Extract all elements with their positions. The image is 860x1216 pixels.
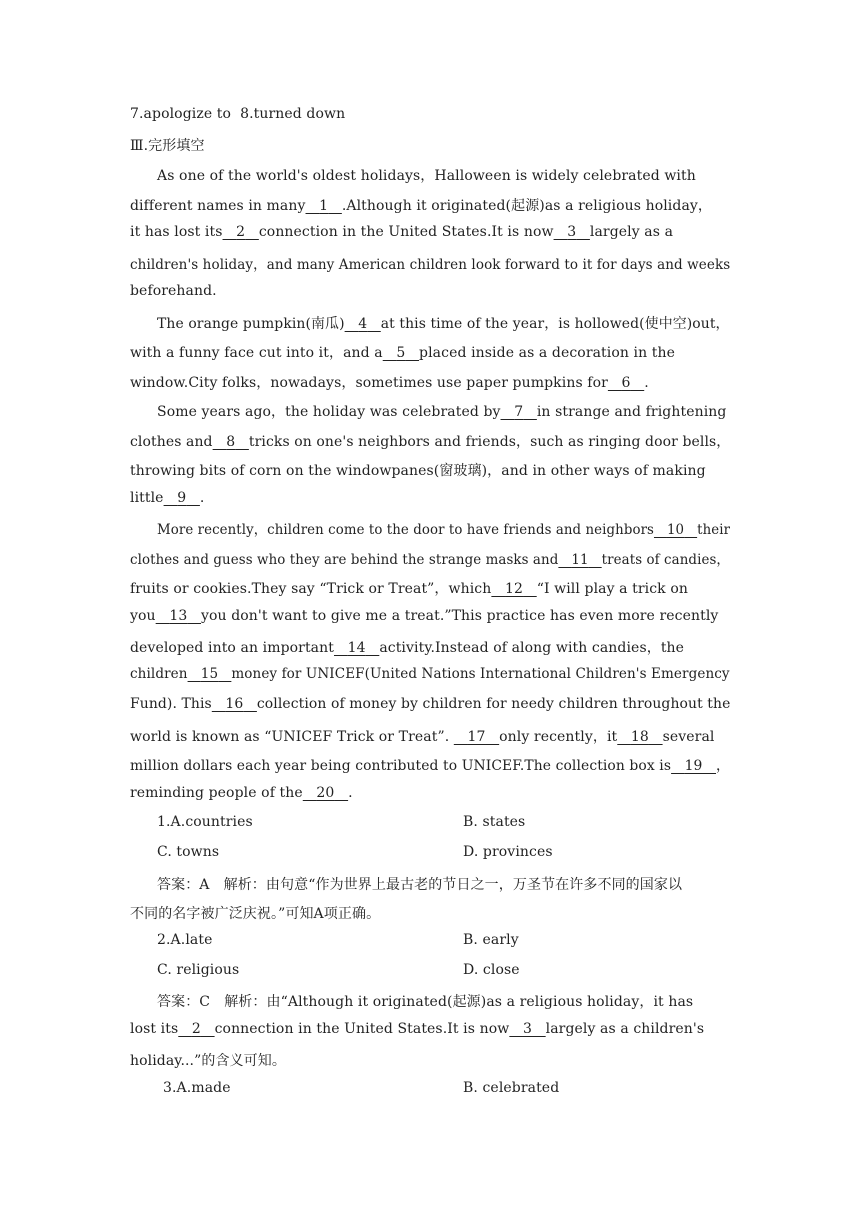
option-b: B. states [463,814,526,830]
passage-line: children's holiday，and many American children look forward to it for days and weeks [130,257,731,273]
blank-17: 17 [467,729,486,745]
blank-15: 15 [200,666,219,682]
blank-2: 2 [236,224,246,240]
blank-13: 13 [169,608,188,624]
blank-3-ref: 3 [522,1021,532,1037]
answer-explanation: holiday...”的含义可知。 [130,1053,286,1069]
option-a: 2.A.late [157,932,213,948]
option-c: C. religious [157,962,240,978]
passage-line: fruits or cookies.They say “Trick or Treat”，which 12 “I will play a trick on [130,581,688,597]
blank-19: 19 [684,758,703,774]
passage-line: throwing bits of corn on the windowpanes(窗玻璃)，and in other ways of making [130,463,706,479]
option-a: 1.A.countries [157,814,253,830]
option-c: C. towns [157,844,220,860]
passage-line: clothes and guess who they are behind the strange masks and 11 treats of candies， [130,552,730,568]
option-b: B. early [463,932,519,948]
blank-10: 10 [666,522,685,538]
answer-explanation: 答案：C 解析：由“Although it originated(起源)as a religious holiday，it has [157,994,694,1010]
passage-line: Some years ago，the holiday was celebrated by 7 in strange and frightening [157,404,727,420]
passage-line: developed into an important 14 activity.Instead of along with candies，the [130,640,685,656]
passage-line: children 15 money for UNICEF(United Nations International Children's Emergency [130,666,730,682]
passage-line: clothes and 8 tricks on one's neighbors and friends，such as ringing door bells， [130,434,731,450]
blank-11: 11 [571,552,589,568]
passage-line: you 13 you don't want to give me a treat.”This practice has even more recently [130,608,719,624]
blank-6: 6 [621,375,631,391]
option-d: D. provinces [463,844,553,860]
answer-explanation: lost its 2 connection in the United States.It is now 3 largely as a children's [130,1021,705,1037]
blank-18: 18 [630,729,649,745]
blank-9: 9 [177,490,187,506]
passage-line: As one of the world's oldest holidays，Halloween is widely celebrated with [157,168,696,184]
blank-4: 4 [358,316,368,332]
passage-line: million dollars each year being contributed to UNICEF.The collection box is 19 ， [130,758,731,774]
blank-12: 12 [505,581,524,597]
blank-5: 5 [396,345,406,361]
option-a: 3.A.made [163,1080,231,1096]
section-title: Ⅲ.完形填空 [130,138,205,154]
passage-line: with a funny face cut into it，and a 5 placed inside as a decoration in the [130,345,676,361]
blank-3: 3 [567,224,577,240]
blank-16: 16 [225,696,244,712]
passage-line: More recently，children come to the door to have friends and neighbors 10 their [157,522,731,538]
option-d: D. close [463,962,520,978]
passage-line: different names in many 1 .Although it originated(起源)as a religious holiday， [130,198,712,214]
passage-line: beforehand. [130,283,217,299]
blank-14: 14 [347,640,366,656]
passage-line: Fund). This 16 collection of money by children for needy children throughout the [130,696,731,712]
passage-line: reminding people of the 20 . [130,785,353,801]
option-b: B. celebrated [463,1080,560,1096]
blank-2-ref: 2 [191,1021,201,1037]
passage-line: world is known as “UNICEF Trick or Treat”. 17 only recently，it 18 several [130,729,715,745]
previous-answers-line: 7.apologize to 8.turned down [130,106,346,122]
passage-line: little 9 . [130,490,205,506]
passage-line: it has lost its 2 connection in the United States.It is now 3 largely as a [130,224,674,240]
passage-line: The orange pumpkin(南瓜) 4 at this time of the year，is hollowed(使中空)out， [157,316,730,332]
blank-20: 20 [316,785,335,801]
answer-explanation: 不同的名字被广泛庆祝。”可知A项正确。 [130,906,381,922]
blank-7: 7 [514,404,524,420]
blank-1: 1 [319,198,329,214]
blank-8: 8 [226,434,236,450]
passage-line: window.City folks，nowadays，sometimes use paper pumpkins for 6 . [130,375,649,391]
answer-explanation: 答案：A 解析：由句意“作为世界上最古老的节日之一，万圣节在许多不同的国家以 [157,877,683,893]
